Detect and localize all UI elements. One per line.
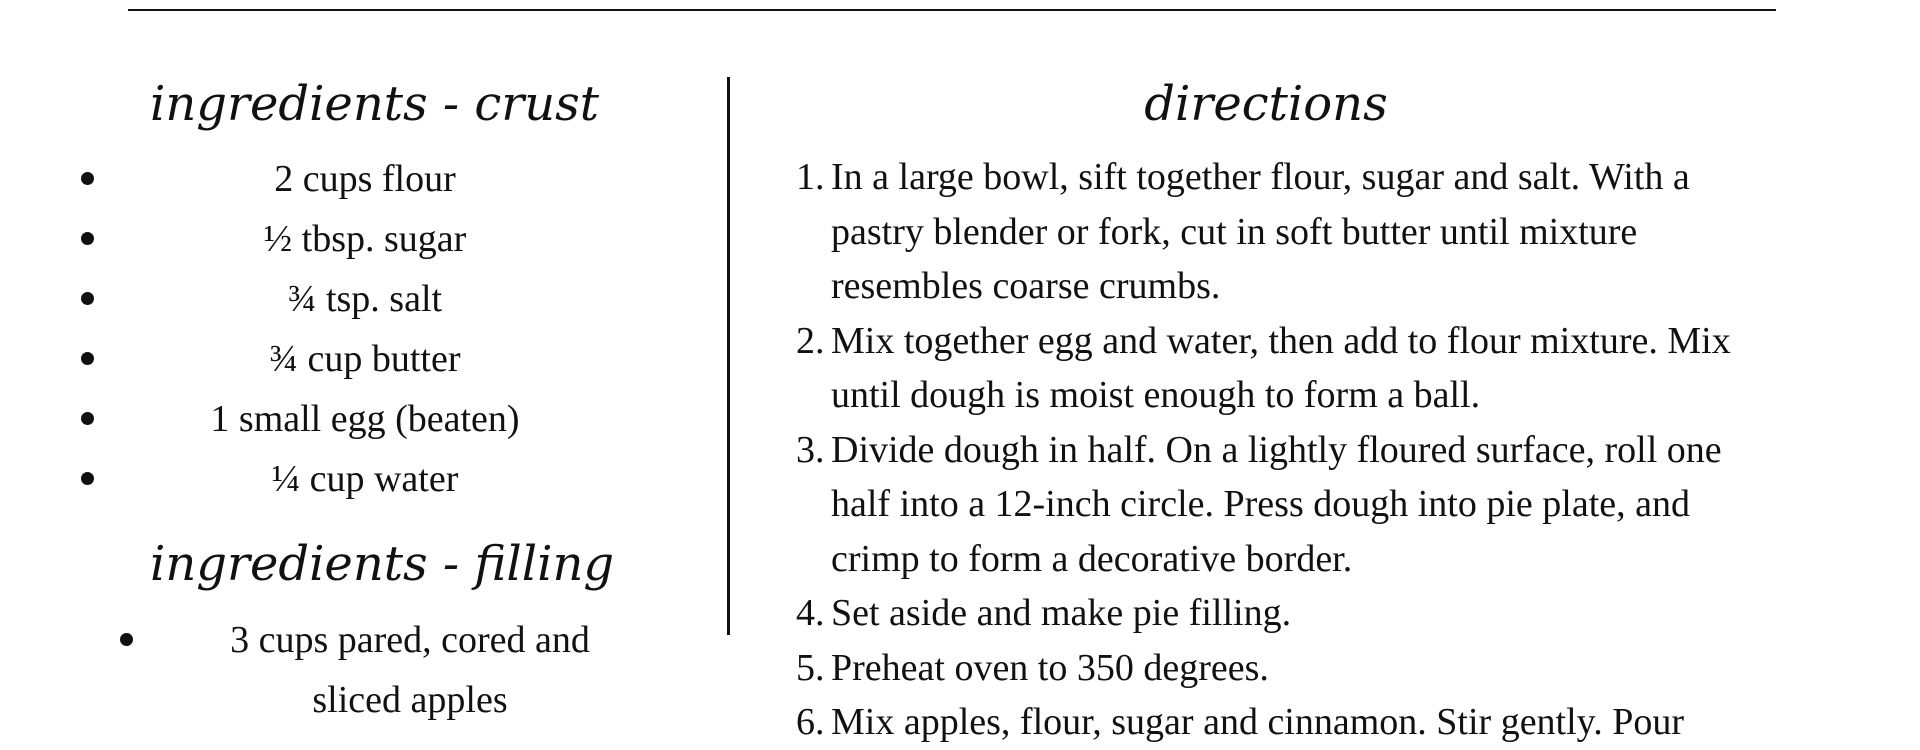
directions-list [796, 150, 1776, 750]
step-number: 6. [796, 701, 825, 743]
direction-step [796, 695, 1776, 750]
crust-ingredient-list [70, 149, 630, 509]
direction-step [796, 641, 1776, 696]
ingredient-text: 1 small egg (beaten) [210, 398, 520, 440]
ingredient-text: ¾ cup butter [269, 338, 461, 380]
filling-heading: ingredients - filling [150, 536, 615, 592]
directions-heading: directions [1144, 76, 1388, 132]
step-text: In a large bowl, sift together flour, sugar and salt. With a pastry blender or fork, cut in soft butter until mixture resembles coarse crumbs. [831, 156, 1690, 307]
ingredient-text: 3 cups pared, cored and sliced apples [230, 619, 590, 721]
list-item [70, 449, 630, 509]
step-text: Mix apples, flour, sugar and cinnamon. Stir gently. Pour [831, 701, 1684, 743]
ingredient-text: ½ tbsp. sugar [263, 218, 467, 260]
step-number: 2. [796, 319, 825, 362]
list-item [70, 209, 630, 269]
step-text: Mix together egg and water, then add to flour mixture. Mix until dough is moist enough to form a ball. [831, 319, 1731, 416]
crust-heading: ingredients - crust [150, 76, 600, 132]
direction-step [796, 423, 1776, 587]
list-item [70, 329, 630, 389]
direction-step [796, 150, 1776, 314]
step-text: Set aside and make pie filling. [831, 592, 1292, 634]
direction-step [796, 586, 1776, 641]
step-number: 3. [796, 428, 825, 471]
step-number: 5. [796, 646, 825, 689]
ingredient-text: ¾ tsp. salt [287, 278, 443, 320]
list-item [110, 610, 650, 730]
bullet-icon [120, 633, 133, 646]
direction-step [796, 314, 1776, 423]
filling-ingredient-list [110, 610, 650, 730]
column-divider [727, 77, 730, 635]
step-text: Preheat oven to 350 degrees. [831, 646, 1269, 689]
ingredient-text: ¼ cup water [271, 458, 459, 500]
top-rule [128, 9, 1776, 11]
list-item [70, 149, 630, 209]
step-number: 4. [796, 592, 825, 634]
step-number: 1. [796, 156, 825, 198]
ingredient-text: 2 cups flour [274, 158, 456, 200]
list-item [70, 389, 630, 449]
step-text: Divide dough in half. On a lightly floured surface, roll one half into a 12-inch circle. Press dough into pie plate, and crimp to form a decorative border. [831, 428, 1722, 580]
list-item [70, 269, 630, 329]
